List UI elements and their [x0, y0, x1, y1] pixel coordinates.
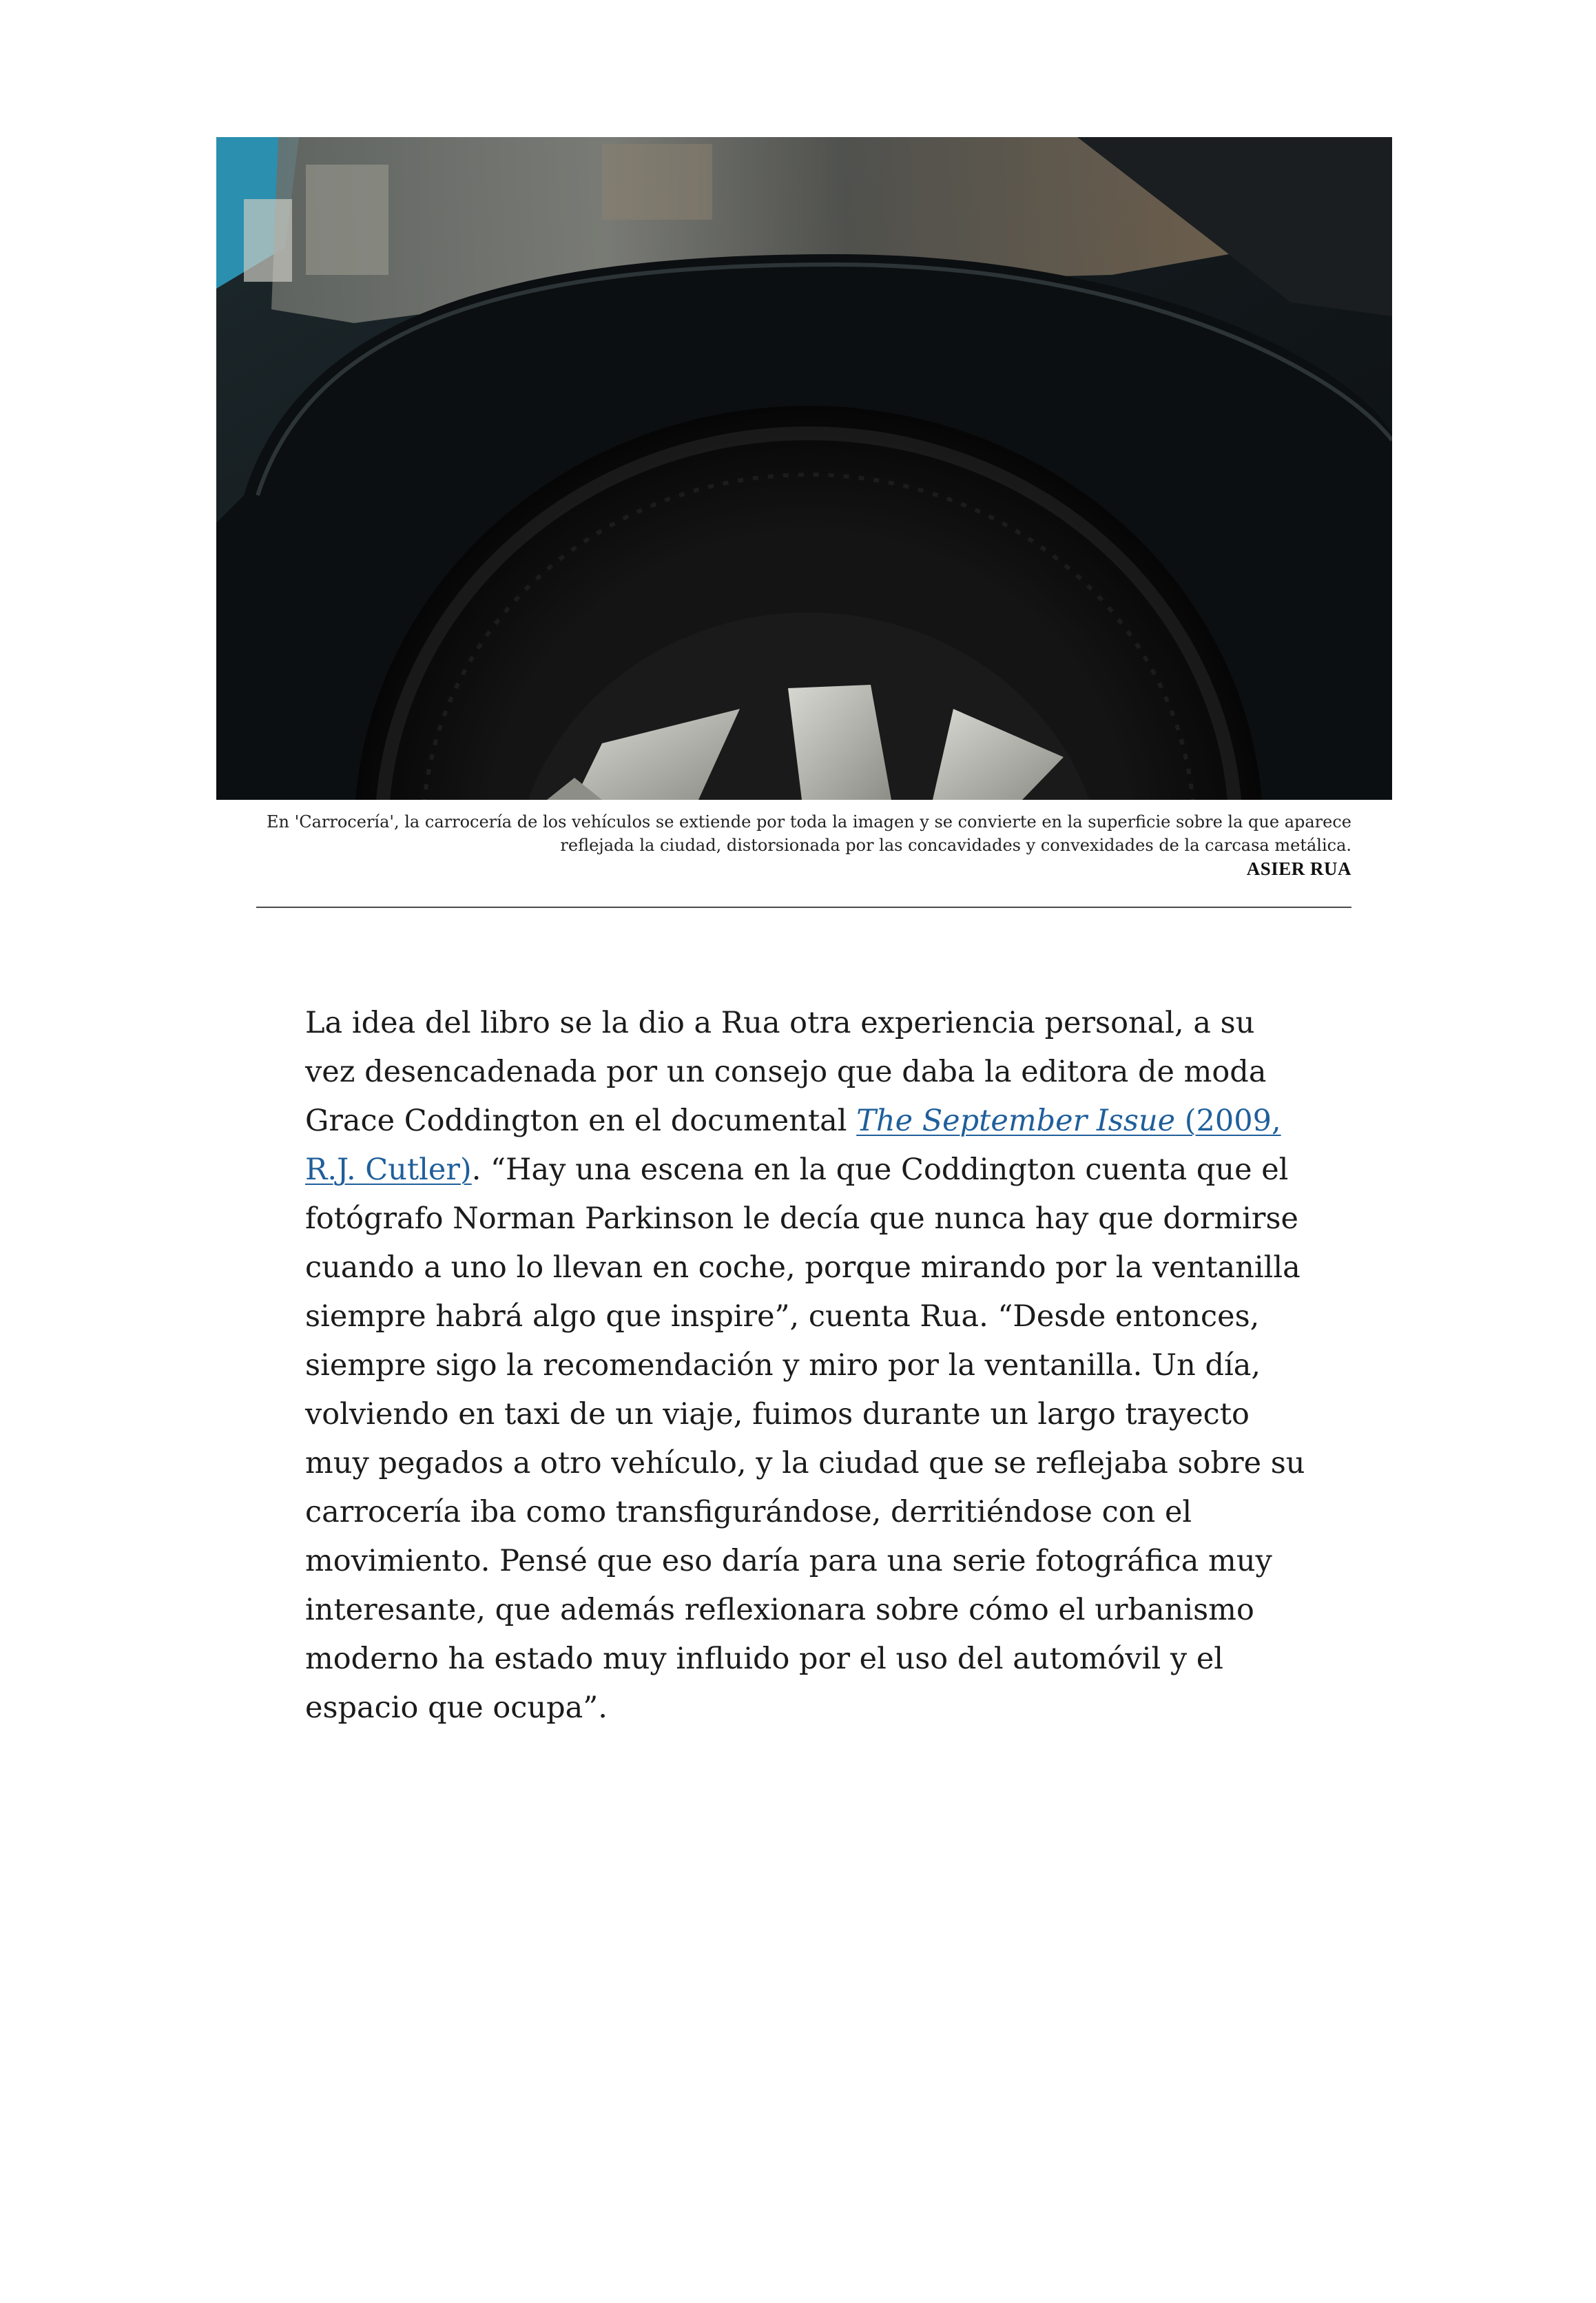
- film-title: The September Issue: [856, 1104, 1176, 1138]
- caption-text: En 'Carrocería', la carrocería de los vehículos se extiende por toda la imagen y se convierte en la superficie sobre la que aparece reflejada la ciudad, distorsionada por las concavidades y convexidades de la carcasa metálica.: [267, 812, 1351, 855]
- paragraph-end: . “Hay una escena en la que Coddington cuenta que el fotógrafo Norman Parkinson le decía que nunca hay que dormirse cuando a uno lo llevan en coche, porque mirando por la ventanilla siempre habrá algo que inspire”, cuenta Rua. “Desde entonces, siempre sigo la recomendación y miro por la ventanilla. Un día, volviendo en taxi de un viaje, fuimos durante un largo trayecto muy pegados a otro vehículo, y la ciudad que se reflejaba sobre su carrocería iba como transfigurándose, derritiéndose con el movimiento. Pensé que eso daría para una serie fotográfica muy interesante, que además reflexionara sobre cómo el urbanismo moderno ha estado muy influido por el uso del automóvil y el espacio que ocupa”.: [305, 1153, 1305, 1725]
- car-wheel-photo: [216, 137, 1392, 800]
- article-photo: [216, 137, 1392, 800]
- photo-credit: ASIER RUA: [1246, 858, 1351, 879]
- caption-divider: [256, 907, 1351, 908]
- film-details: (2009, R.J. Cutler): [305, 1104, 1281, 1187]
- photo-caption: [256, 810, 1351, 880]
- paragraph-start: La idea del libro se la dio a Rua otra experiencia personal, a su vez desencadenada por un consejo que daba la editora de moda Grace Coddington en el documental: [305, 1006, 1267, 1138]
- article-paragraph: [305, 999, 1311, 1733]
